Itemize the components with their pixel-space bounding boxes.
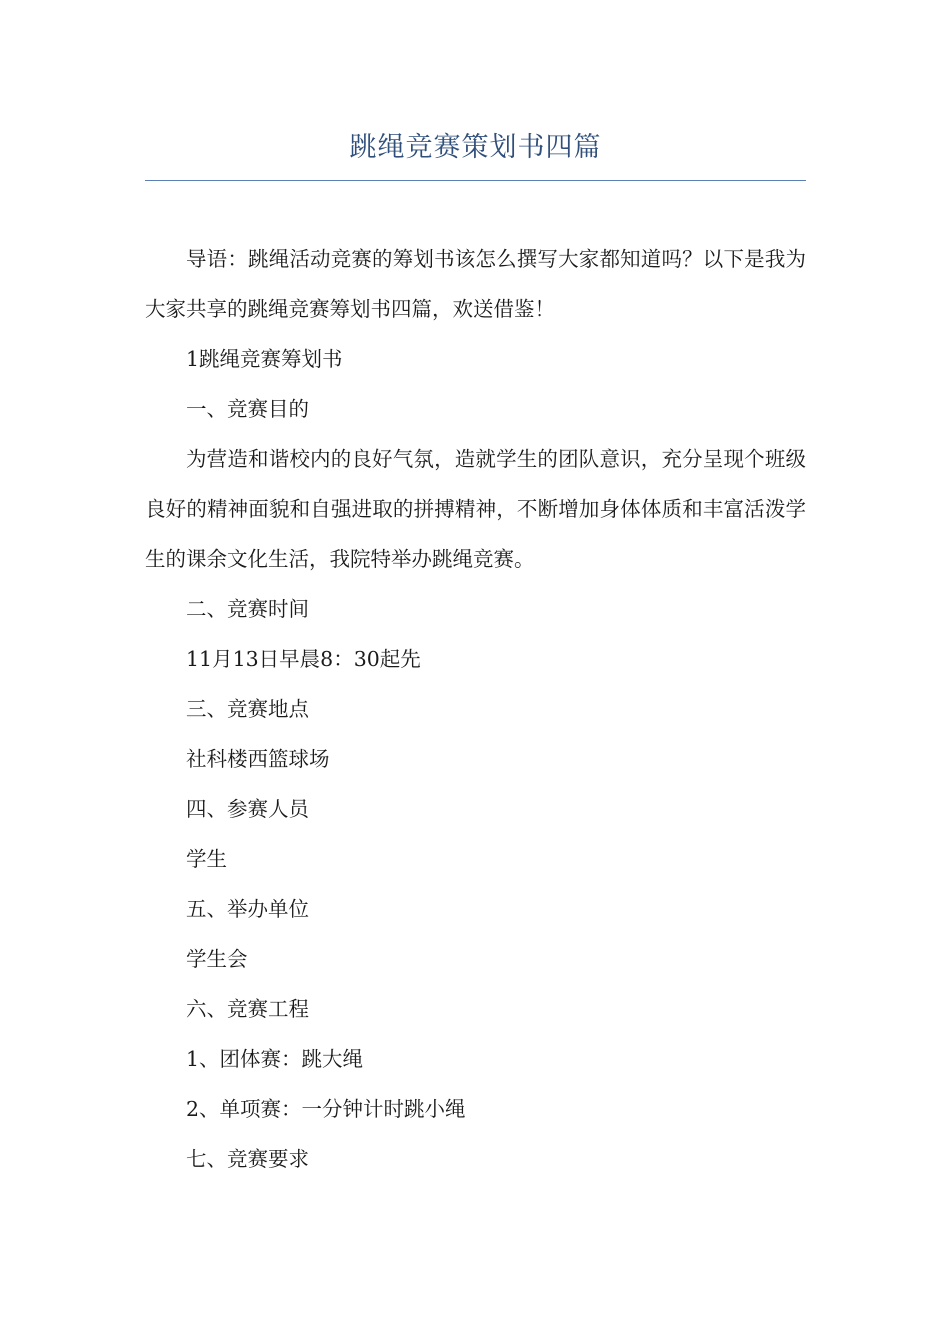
paragraph-organizer: 学生会: [186, 947, 248, 971]
paragraph-location: 社科楼西篮球场: [186, 747, 330, 771]
list-item-team-event: 1、团体赛：跳大绳: [186, 1047, 364, 1071]
section-heading-participants: 四、参赛人员: [186, 797, 309, 821]
section-heading-organizer: 五、举办单位: [186, 897, 309, 921]
paragraph-intro: 导语：跳绳活动竞赛的筹划书该怎么撰写大家都知道吗？以下是我为大家共享的跳绳竞赛筹划书四篇，欢送借鉴！: [145, 247, 806, 321]
paragraph-time: 11月13日早晨8：30起先: [186, 647, 421, 671]
title-underline: [145, 180, 806, 181]
list-item-individual-event: 2、单项赛：一分钟计时跳小绳: [186, 1097, 466, 1121]
paragraph-participants: 学生: [186, 847, 227, 871]
document-body: [145, 234, 806, 1184]
document-title: 跳绳竞赛策划书四篇: [349, 132, 602, 163]
section-heading-requirements: 七、竞赛要求: [186, 1147, 309, 1171]
paragraph-purpose: 为营造和谐校内的良好气氛，造就学生的团队意识，充分呈现个班级良好的精神面貌和自强进取的拼搏精神，不断增加身体体质和丰富活泼学生的课余文化生活，我院特举办跳绳竞赛。: [145, 447, 806, 571]
section-heading-time: 二、竞赛时间: [186, 597, 309, 621]
section-heading-plan-1: 1跳绳竞赛筹划书: [186, 347, 343, 371]
section-heading-events: 六、竞赛工程: [186, 997, 309, 1021]
section-heading-purpose: 一、竞赛目的: [186, 397, 309, 421]
section-heading-location: 三、竞赛地点: [186, 697, 309, 721]
